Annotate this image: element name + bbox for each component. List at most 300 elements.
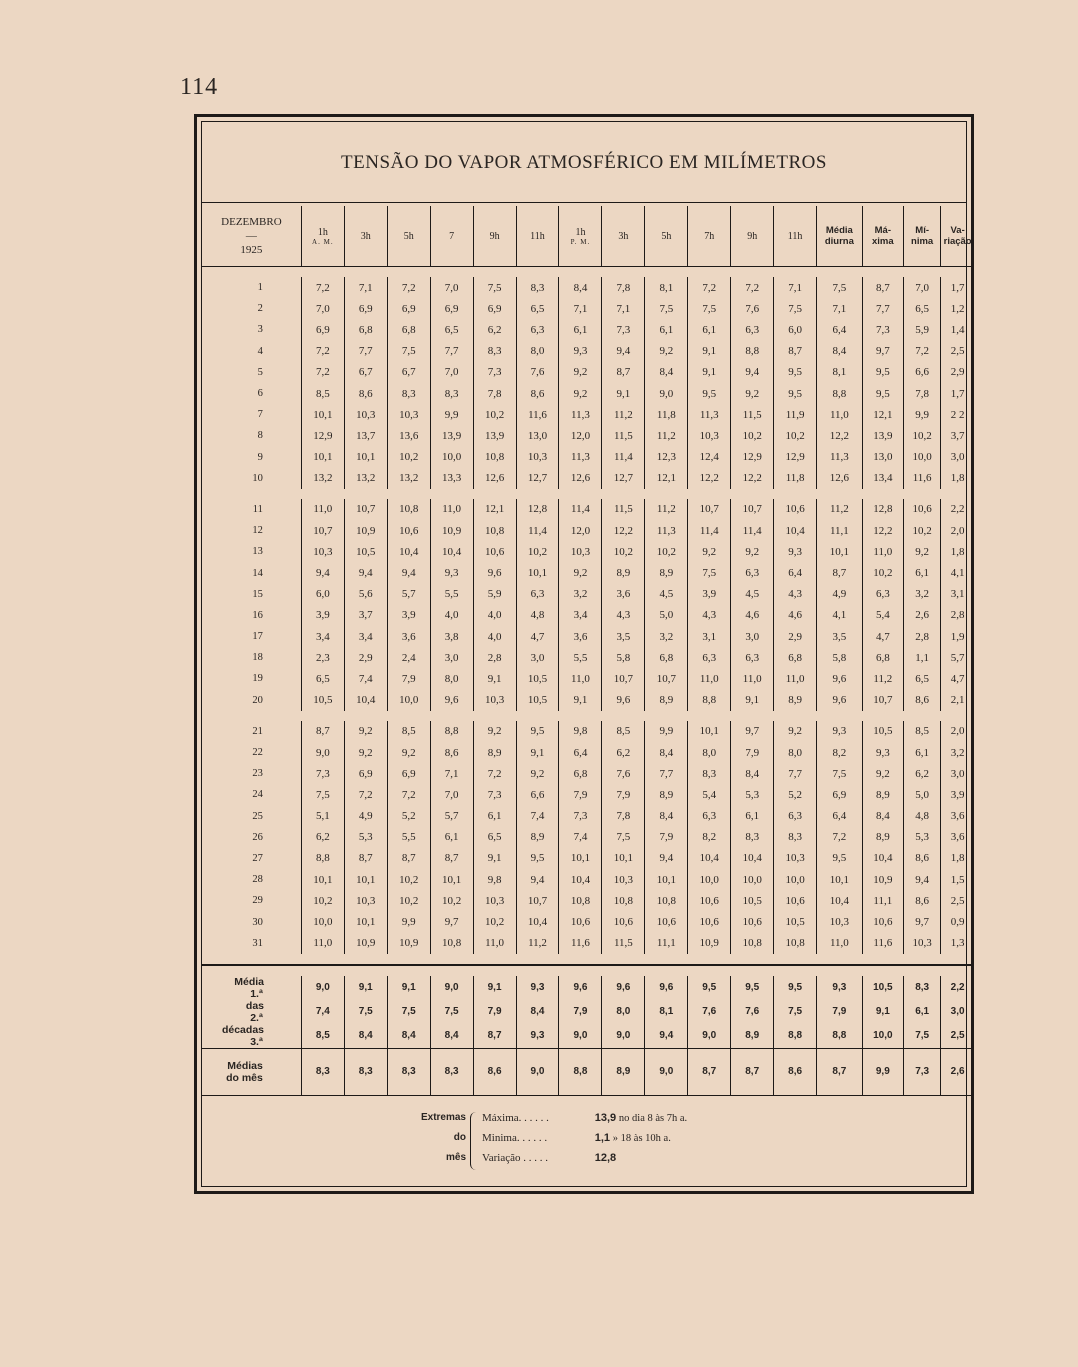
minima-header: Mí- nima xyxy=(904,206,941,267)
value-cell: 2,3 xyxy=(301,647,344,668)
decade-value-cell: 9,0 xyxy=(602,1024,645,1049)
extreme-max-row xyxy=(482,1112,687,1124)
day-cell: 23 xyxy=(252,768,263,780)
value-cell: 6,1 xyxy=(473,806,516,827)
value-cell: 5,9 xyxy=(904,319,941,340)
extreme-max-value: 13,9 xyxy=(594,1112,617,1124)
value-cell: 6,3 xyxy=(862,584,903,605)
year-label: 1925 xyxy=(240,244,263,256)
month-label: DEZEMBRO xyxy=(221,216,282,228)
value-cell: 7,4 xyxy=(516,806,559,827)
daily-rows xyxy=(202,267,974,1096)
value-cell: 11,1 xyxy=(817,520,863,541)
value-cell: 9,9 xyxy=(904,404,941,425)
value-cell: 7,2 xyxy=(387,277,430,298)
table-row xyxy=(202,562,974,583)
value-cell: 8,0 xyxy=(430,668,473,689)
value-cell: 11,0 xyxy=(430,499,473,520)
value-cell: 12,7 xyxy=(602,468,645,489)
value-cell: 3,2 xyxy=(645,626,688,647)
value-cell: 5,7 xyxy=(430,806,473,827)
spacer-cell xyxy=(202,267,974,278)
value-cell: 8,3 xyxy=(387,383,430,404)
value-cell: 8,3 xyxy=(516,277,559,298)
value-cell: 10,2 xyxy=(473,404,516,425)
day-cell: 29 xyxy=(252,895,263,907)
value-cell: 6,5 xyxy=(516,298,559,319)
value-cell: 5,5 xyxy=(559,647,602,668)
value-cell: 7,0 xyxy=(430,784,473,805)
month-mean-cell: 8,3 xyxy=(430,1048,473,1095)
value-cell: 8,9 xyxy=(473,742,516,763)
table-row xyxy=(202,520,974,541)
value-cell: 6,3 xyxy=(731,319,774,340)
value-cell: 6,9 xyxy=(817,784,863,805)
value-cell: 10,6 xyxy=(774,890,817,911)
extreme-min-value: 1,1 xyxy=(594,1132,611,1144)
value-cell: 10,9 xyxy=(862,869,903,890)
hour-header xyxy=(516,206,559,267)
value-cell: 10,7 xyxy=(862,690,903,711)
decade-value-cell: 9,0 xyxy=(688,1024,731,1049)
value-cell: 10,6 xyxy=(862,911,903,932)
value-cell: 11,6 xyxy=(904,468,941,489)
value-cell: 8,5 xyxy=(904,721,941,742)
value-cell: 3,9 xyxy=(301,605,344,626)
value-cell: 8,6 xyxy=(516,383,559,404)
day-cell: 26 xyxy=(252,831,263,843)
value-cell: 7,2 xyxy=(817,827,863,848)
day-cell: 22 xyxy=(252,747,263,759)
value-cell: 5,8 xyxy=(602,647,645,668)
day-cell: 14 xyxy=(252,567,263,579)
value-cell: 2,8 xyxy=(473,647,516,668)
value-cell: 8,4 xyxy=(817,341,863,362)
value-cell: 3,0 xyxy=(516,647,559,668)
value-cell: 10,2 xyxy=(430,890,473,911)
value-cell: 10,2 xyxy=(473,911,516,932)
value-cell: 9,0 xyxy=(645,383,688,404)
value-cell: 8,9 xyxy=(862,827,903,848)
value-cell: 10,9 xyxy=(688,933,731,954)
table-row xyxy=(202,277,974,298)
value-cell: 11,3 xyxy=(559,404,602,425)
value-cell: 9,4 xyxy=(602,341,645,362)
value-cell: 9,9 xyxy=(645,721,688,742)
value-cell: 10,7 xyxy=(301,520,344,541)
decade-value-cell: 8,7 xyxy=(473,1024,516,1049)
decade-value-cell: 9,5 xyxy=(688,976,731,1000)
value-cell: 8,0 xyxy=(688,742,731,763)
value-cell: 3,2 xyxy=(559,584,602,605)
value-cell: 9,4 xyxy=(731,362,774,383)
separator-cell xyxy=(202,954,974,965)
value-cell: 1,8 xyxy=(941,848,974,869)
value-cell: 5,7 xyxy=(941,647,974,668)
value-cell: 6,8 xyxy=(387,319,430,340)
day-cell: 12 xyxy=(252,525,263,537)
value-cell: 10,9 xyxy=(387,933,430,954)
value-cell: 8,3 xyxy=(688,763,731,784)
value-cell: 12,2 xyxy=(862,520,903,541)
value-cell: 6,5 xyxy=(430,319,473,340)
value-cell: 10,1 xyxy=(559,848,602,869)
value-cell: 10,8 xyxy=(731,933,774,954)
value-cell: 10,5 xyxy=(301,690,344,711)
decade-label-cell xyxy=(202,1000,301,1024)
value-cell: 11,4 xyxy=(731,520,774,541)
value-cell: 13,7 xyxy=(344,425,387,446)
value-cell: 5,2 xyxy=(387,806,430,827)
value-cell: 8,3 xyxy=(731,827,774,848)
value-cell: 11,8 xyxy=(645,404,688,425)
value-cell: 6,3 xyxy=(516,584,559,605)
value-cell: 10,1 xyxy=(344,869,387,890)
value-cell: 8,5 xyxy=(301,383,344,404)
value-cell: 8,8 xyxy=(688,690,731,711)
month-mean-cell: 8,7 xyxy=(817,1048,863,1095)
value-cell: 1,5 xyxy=(941,869,974,890)
value-cell: 11,0 xyxy=(301,933,344,954)
value-cell: 7,5 xyxy=(387,341,430,362)
value-cell: 4,8 xyxy=(516,605,559,626)
hour-header xyxy=(344,206,387,267)
extreme-min-label: Minima. . . . . . xyxy=(482,1132,548,1144)
value-cell: 12,3 xyxy=(645,447,688,468)
decade-value-cell: 9,4 xyxy=(645,1024,688,1049)
value-cell: 7,8 xyxy=(904,383,941,404)
decade-value-cell: 7,5 xyxy=(430,1000,473,1024)
value-cell: 4,1 xyxy=(941,562,974,583)
decade-number: 3.ª xyxy=(250,1035,263,1048)
value-cell: 10,6 xyxy=(731,911,774,932)
value-cell: 13,4 xyxy=(862,468,903,489)
decade-label-cell xyxy=(202,1024,301,1049)
month-mean-cell: 9,0 xyxy=(516,1048,559,1095)
day-cell: 15 xyxy=(252,588,263,600)
month-header xyxy=(202,206,301,267)
value-cell: 4,6 xyxy=(731,605,774,626)
value-cell: 8,6 xyxy=(904,690,941,711)
value-cell: 13,9 xyxy=(862,425,903,446)
value-cell: 2,0 xyxy=(941,721,974,742)
decade-value-cell: 9,6 xyxy=(602,976,645,1000)
table-row xyxy=(202,362,974,383)
decade-value-cell: 6,1 xyxy=(904,1000,941,1024)
value-cell: 13,2 xyxy=(387,468,430,489)
value-cell: 4,7 xyxy=(516,626,559,647)
value-cell: 7,9 xyxy=(559,784,602,805)
value-cell: 10,0 xyxy=(774,869,817,890)
value-cell: 10,2 xyxy=(516,541,559,562)
value-cell: 11,0 xyxy=(862,541,903,562)
value-cell: 9,2 xyxy=(862,763,903,784)
value-cell: 6,4 xyxy=(774,562,817,583)
value-cell: 11,0 xyxy=(301,499,344,520)
value-cell: 6,8 xyxy=(862,647,903,668)
value-cell: 11,5 xyxy=(731,404,774,425)
value-cell: 9,7 xyxy=(862,341,903,362)
value-cell: 8,7 xyxy=(301,721,344,742)
value-cell: 10,0 xyxy=(301,911,344,932)
value-cell: 6,5 xyxy=(904,298,941,319)
decade-value-cell: 9,0 xyxy=(301,976,344,1000)
hour-label: 5h xyxy=(661,230,672,242)
value-cell: 7,2 xyxy=(387,784,430,805)
value-cell: 4,0 xyxy=(473,626,516,647)
value-cell: 1,9 xyxy=(941,626,974,647)
value-cell: 10,2 xyxy=(602,541,645,562)
table-row xyxy=(202,827,974,848)
value-cell: 7,1 xyxy=(602,298,645,319)
extremes-brace xyxy=(470,1112,479,1170)
decade-value-cell: 9,1 xyxy=(473,976,516,1000)
value-cell: 6,3 xyxy=(774,806,817,827)
value-cell: 3,0 xyxy=(731,626,774,647)
decade-value-cell: 9,1 xyxy=(387,976,430,1000)
value-cell: 7,8 xyxy=(473,383,516,404)
value-cell: 8,8 xyxy=(731,341,774,362)
extremes-heading-do: do xyxy=(453,1132,466,1143)
table-row xyxy=(202,468,974,489)
value-cell: 4,3 xyxy=(602,605,645,626)
value-cell: 10,0 xyxy=(430,447,473,468)
value-cell: 7,6 xyxy=(516,362,559,383)
value-cell: 10,3 xyxy=(904,933,941,954)
value-cell: 6,2 xyxy=(301,827,344,848)
value-cell: 6,2 xyxy=(904,763,941,784)
table-row xyxy=(202,447,974,468)
value-cell: 8,4 xyxy=(645,806,688,827)
value-cell: 11,1 xyxy=(645,933,688,954)
value-cell: 12,2 xyxy=(688,468,731,489)
value-cell: 5,5 xyxy=(430,584,473,605)
day-cell: 20 xyxy=(252,694,263,706)
day-cell: 10 xyxy=(252,472,263,484)
extreme-var-label: Variação . . . . . xyxy=(482,1152,548,1164)
value-cell: 7,2 xyxy=(473,763,516,784)
value-cell: 12,8 xyxy=(516,499,559,520)
value-cell: 6,3 xyxy=(731,562,774,583)
value-cell: 10,4 xyxy=(430,541,473,562)
month-mean-cell: 8,3 xyxy=(387,1048,430,1095)
value-cell: 5,0 xyxy=(904,784,941,805)
value-cell: 6,2 xyxy=(602,742,645,763)
value-cell: 9,2 xyxy=(473,721,516,742)
value-cell: 5,3 xyxy=(904,827,941,848)
hour-label: 9h xyxy=(489,230,500,242)
decade-value-cell: 9,6 xyxy=(559,976,602,1000)
decade-value-cell: 7,5 xyxy=(387,1000,430,1024)
table-row xyxy=(202,784,974,805)
value-cell: 2,5 xyxy=(941,341,974,362)
value-cell: 7,1 xyxy=(344,277,387,298)
value-cell: 9,1 xyxy=(473,848,516,869)
value-cell: 7,5 xyxy=(688,562,731,583)
day-cell: 18 xyxy=(252,652,263,664)
value-cell: 11,2 xyxy=(602,404,645,425)
value-cell: 3,5 xyxy=(817,626,863,647)
value-cell: 6,9 xyxy=(301,319,344,340)
value-cell: 8,6 xyxy=(430,742,473,763)
value-cell: 12,2 xyxy=(602,520,645,541)
row-spacer xyxy=(202,711,974,721)
value-cell: 10,1 xyxy=(430,869,473,890)
value-cell: 7,3 xyxy=(473,362,516,383)
value-cell: 11,4 xyxy=(602,447,645,468)
value-cell: 10,6 xyxy=(387,520,430,541)
extremes-heading-mes: mês xyxy=(445,1152,466,1163)
decade-value-cell: 8,8 xyxy=(774,1024,817,1049)
value-cell: 10,7 xyxy=(344,499,387,520)
table-row xyxy=(202,742,974,763)
value-cell: 8,4 xyxy=(645,742,688,763)
value-cell: 8,0 xyxy=(516,341,559,362)
value-cell: 10,2 xyxy=(731,425,774,446)
value-cell: 3,6 xyxy=(941,827,974,848)
value-cell: 6,1 xyxy=(559,319,602,340)
day-cell: 13 xyxy=(252,546,263,558)
value-cell: 10,5 xyxy=(516,690,559,711)
hour-label: 7h xyxy=(704,230,715,242)
value-cell: 8,9 xyxy=(774,690,817,711)
decade-label: Média xyxy=(234,975,264,988)
table-frame-inner xyxy=(201,121,972,1187)
month-mean-cell: 8,3 xyxy=(301,1048,344,1095)
value-cell: 3,1 xyxy=(941,584,974,605)
value-cell: 9,5 xyxy=(774,362,817,383)
value-cell: 13,9 xyxy=(430,425,473,446)
header-row xyxy=(202,206,974,267)
value-cell: 7,7 xyxy=(774,763,817,784)
value-cell: 12,1 xyxy=(645,468,688,489)
value-cell: 2,0 xyxy=(941,520,974,541)
value-cell: 12,2 xyxy=(817,425,863,446)
decade-value-cell: 7,4 xyxy=(301,1000,344,1024)
table-row xyxy=(202,298,974,319)
value-cell: 8,9 xyxy=(645,690,688,711)
value-cell: 10,2 xyxy=(862,562,903,583)
day-cell: 8 xyxy=(257,430,263,442)
value-cell: 8,6 xyxy=(904,890,941,911)
value-cell: 0,9 xyxy=(941,911,974,932)
value-cell: 2,1 xyxy=(941,690,974,711)
value-cell: 2,5 xyxy=(941,890,974,911)
month-mean-cell: 9,0 xyxy=(645,1048,688,1095)
value-cell: 3,9 xyxy=(688,584,731,605)
value-cell: 3,0 xyxy=(941,763,974,784)
value-cell: 1,8 xyxy=(941,468,974,489)
spacer-cell xyxy=(202,489,974,499)
value-cell: 10,9 xyxy=(344,933,387,954)
value-cell: 6,9 xyxy=(430,298,473,319)
value-cell: 12,1 xyxy=(473,499,516,520)
value-cell: 5,8 xyxy=(817,647,863,668)
table-row xyxy=(202,690,974,711)
decade-value-cell: 9,0 xyxy=(430,976,473,1000)
value-cell: 10,8 xyxy=(559,890,602,911)
value-cell: 13,6 xyxy=(387,425,430,446)
value-cell: 8,5 xyxy=(602,721,645,742)
hour-label: 9h xyxy=(747,230,758,242)
value-cell: 11,4 xyxy=(688,520,731,541)
value-cell: 10,2 xyxy=(904,520,941,541)
value-cell: 7,3 xyxy=(559,806,602,827)
value-cell: 10,7 xyxy=(602,668,645,689)
value-cell: 9,3 xyxy=(559,341,602,362)
value-cell: 9,2 xyxy=(344,742,387,763)
value-cell: 12,2 xyxy=(731,468,774,489)
value-cell: 10,4 xyxy=(387,541,430,562)
value-cell: 10,1 xyxy=(688,721,731,742)
value-cell: 10,1 xyxy=(301,869,344,890)
value-cell: 6,4 xyxy=(817,806,863,827)
day-cell: 11 xyxy=(252,503,263,515)
decade-value-cell: 9,6 xyxy=(645,976,688,1000)
hour-header xyxy=(387,206,430,267)
value-cell: 10,4 xyxy=(731,848,774,869)
table-row xyxy=(202,499,974,520)
value-cell: 9,2 xyxy=(731,383,774,404)
value-cell: 9,5 xyxy=(774,383,817,404)
value-cell: 8,4 xyxy=(645,362,688,383)
value-cell: 4,8 xyxy=(904,806,941,827)
value-cell: 9,1 xyxy=(516,742,559,763)
table-row xyxy=(202,584,974,605)
value-cell: 12,8 xyxy=(862,499,903,520)
value-cell: 8,2 xyxy=(688,827,731,848)
table-row xyxy=(202,806,974,827)
value-cell: 6,5 xyxy=(473,827,516,848)
table-row xyxy=(202,668,974,689)
value-cell: 3,4 xyxy=(559,605,602,626)
value-cell: 10,1 xyxy=(602,848,645,869)
value-cell: 10,8 xyxy=(645,890,688,911)
value-cell: 7,5 xyxy=(817,277,863,298)
value-cell: 10,3 xyxy=(817,911,863,932)
value-cell: 12,6 xyxy=(817,468,863,489)
value-cell: 6,9 xyxy=(344,763,387,784)
value-cell: 6,1 xyxy=(645,319,688,340)
value-cell: 10,2 xyxy=(774,425,817,446)
value-cell: 10,1 xyxy=(516,562,559,583)
decade-value-cell: 9,0 xyxy=(559,1024,602,1049)
value-cell: 9,4 xyxy=(516,869,559,890)
value-cell: 3,6 xyxy=(559,626,602,647)
value-cell: 7,2 xyxy=(904,341,941,362)
decade-value-cell: 8,9 xyxy=(731,1024,774,1049)
value-cell: 10,6 xyxy=(688,911,731,932)
value-cell: 8,9 xyxy=(645,784,688,805)
value-cell: 9,7 xyxy=(904,911,941,932)
maxima-header: Má- xima xyxy=(862,206,903,267)
value-cell: 11,9 xyxy=(774,404,817,425)
table-frame xyxy=(194,114,974,1194)
value-cell: 7,0 xyxy=(904,277,941,298)
value-cell: 10,8 xyxy=(387,499,430,520)
value-cell: 10,4 xyxy=(862,848,903,869)
value-cell: 10,2 xyxy=(301,890,344,911)
decade-value-cell: 7,9 xyxy=(817,1000,863,1024)
decade-value-cell: 3,0 xyxy=(941,1000,974,1024)
value-cell: 11,2 xyxy=(817,499,863,520)
value-cell: 12,6 xyxy=(473,468,516,489)
section-separator xyxy=(202,954,974,965)
decade-value-cell: 7,9 xyxy=(473,1000,516,1024)
value-cell: 11,6 xyxy=(862,933,903,954)
value-cell: 10,7 xyxy=(731,499,774,520)
value-cell: 9,5 xyxy=(516,721,559,742)
